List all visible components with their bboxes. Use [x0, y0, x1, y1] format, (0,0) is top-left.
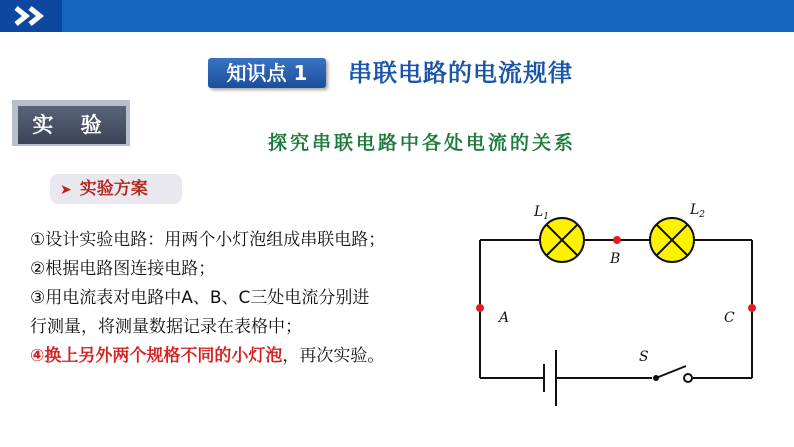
experiment-subject: 探究串联电路中各处电流的关系	[268, 132, 577, 154]
lamp-l2-label: $L_2$	[690, 202, 706, 220]
switch-contact	[684, 374, 692, 382]
plan-step: ②根据电路图连接电路；	[30, 259, 216, 279]
point-a-dot	[476, 304, 484, 312]
section-tab: 实 验	[18, 106, 126, 144]
plan-step: 行测量，将测量数据记录在表格中；	[30, 317, 302, 337]
arrow-right-icon: ➤	[60, 182, 72, 198]
switch-label: S	[639, 349, 649, 365]
point-a-label: A	[499, 310, 510, 326]
switch-lever	[656, 366, 686, 378]
plan-heading-label: 实验方案	[79, 179, 148, 199]
knowledge-point-title: 串联电路的电流规律	[348, 59, 573, 87]
plan-step: ③用电流表对电路中A、B、C三处电流分别进	[30, 288, 370, 308]
plan-step-tail: ，再次实验。	[282, 346, 385, 366]
point-c-label: C	[724, 310, 735, 326]
point-b-dot	[613, 236, 621, 244]
plan-step-red: ④换上另外两个规格不同的小灯泡	[30, 346, 283, 366]
point-b-label: B	[610, 251, 621, 267]
plan-step: ①设计实验电路：用两个小灯泡组成串联电路；	[30, 230, 386, 250]
knowledge-point-badge: 知识点 1	[208, 58, 326, 88]
point-c-dot	[748, 304, 756, 312]
lamp-l1-label: $L_1$	[534, 204, 550, 222]
